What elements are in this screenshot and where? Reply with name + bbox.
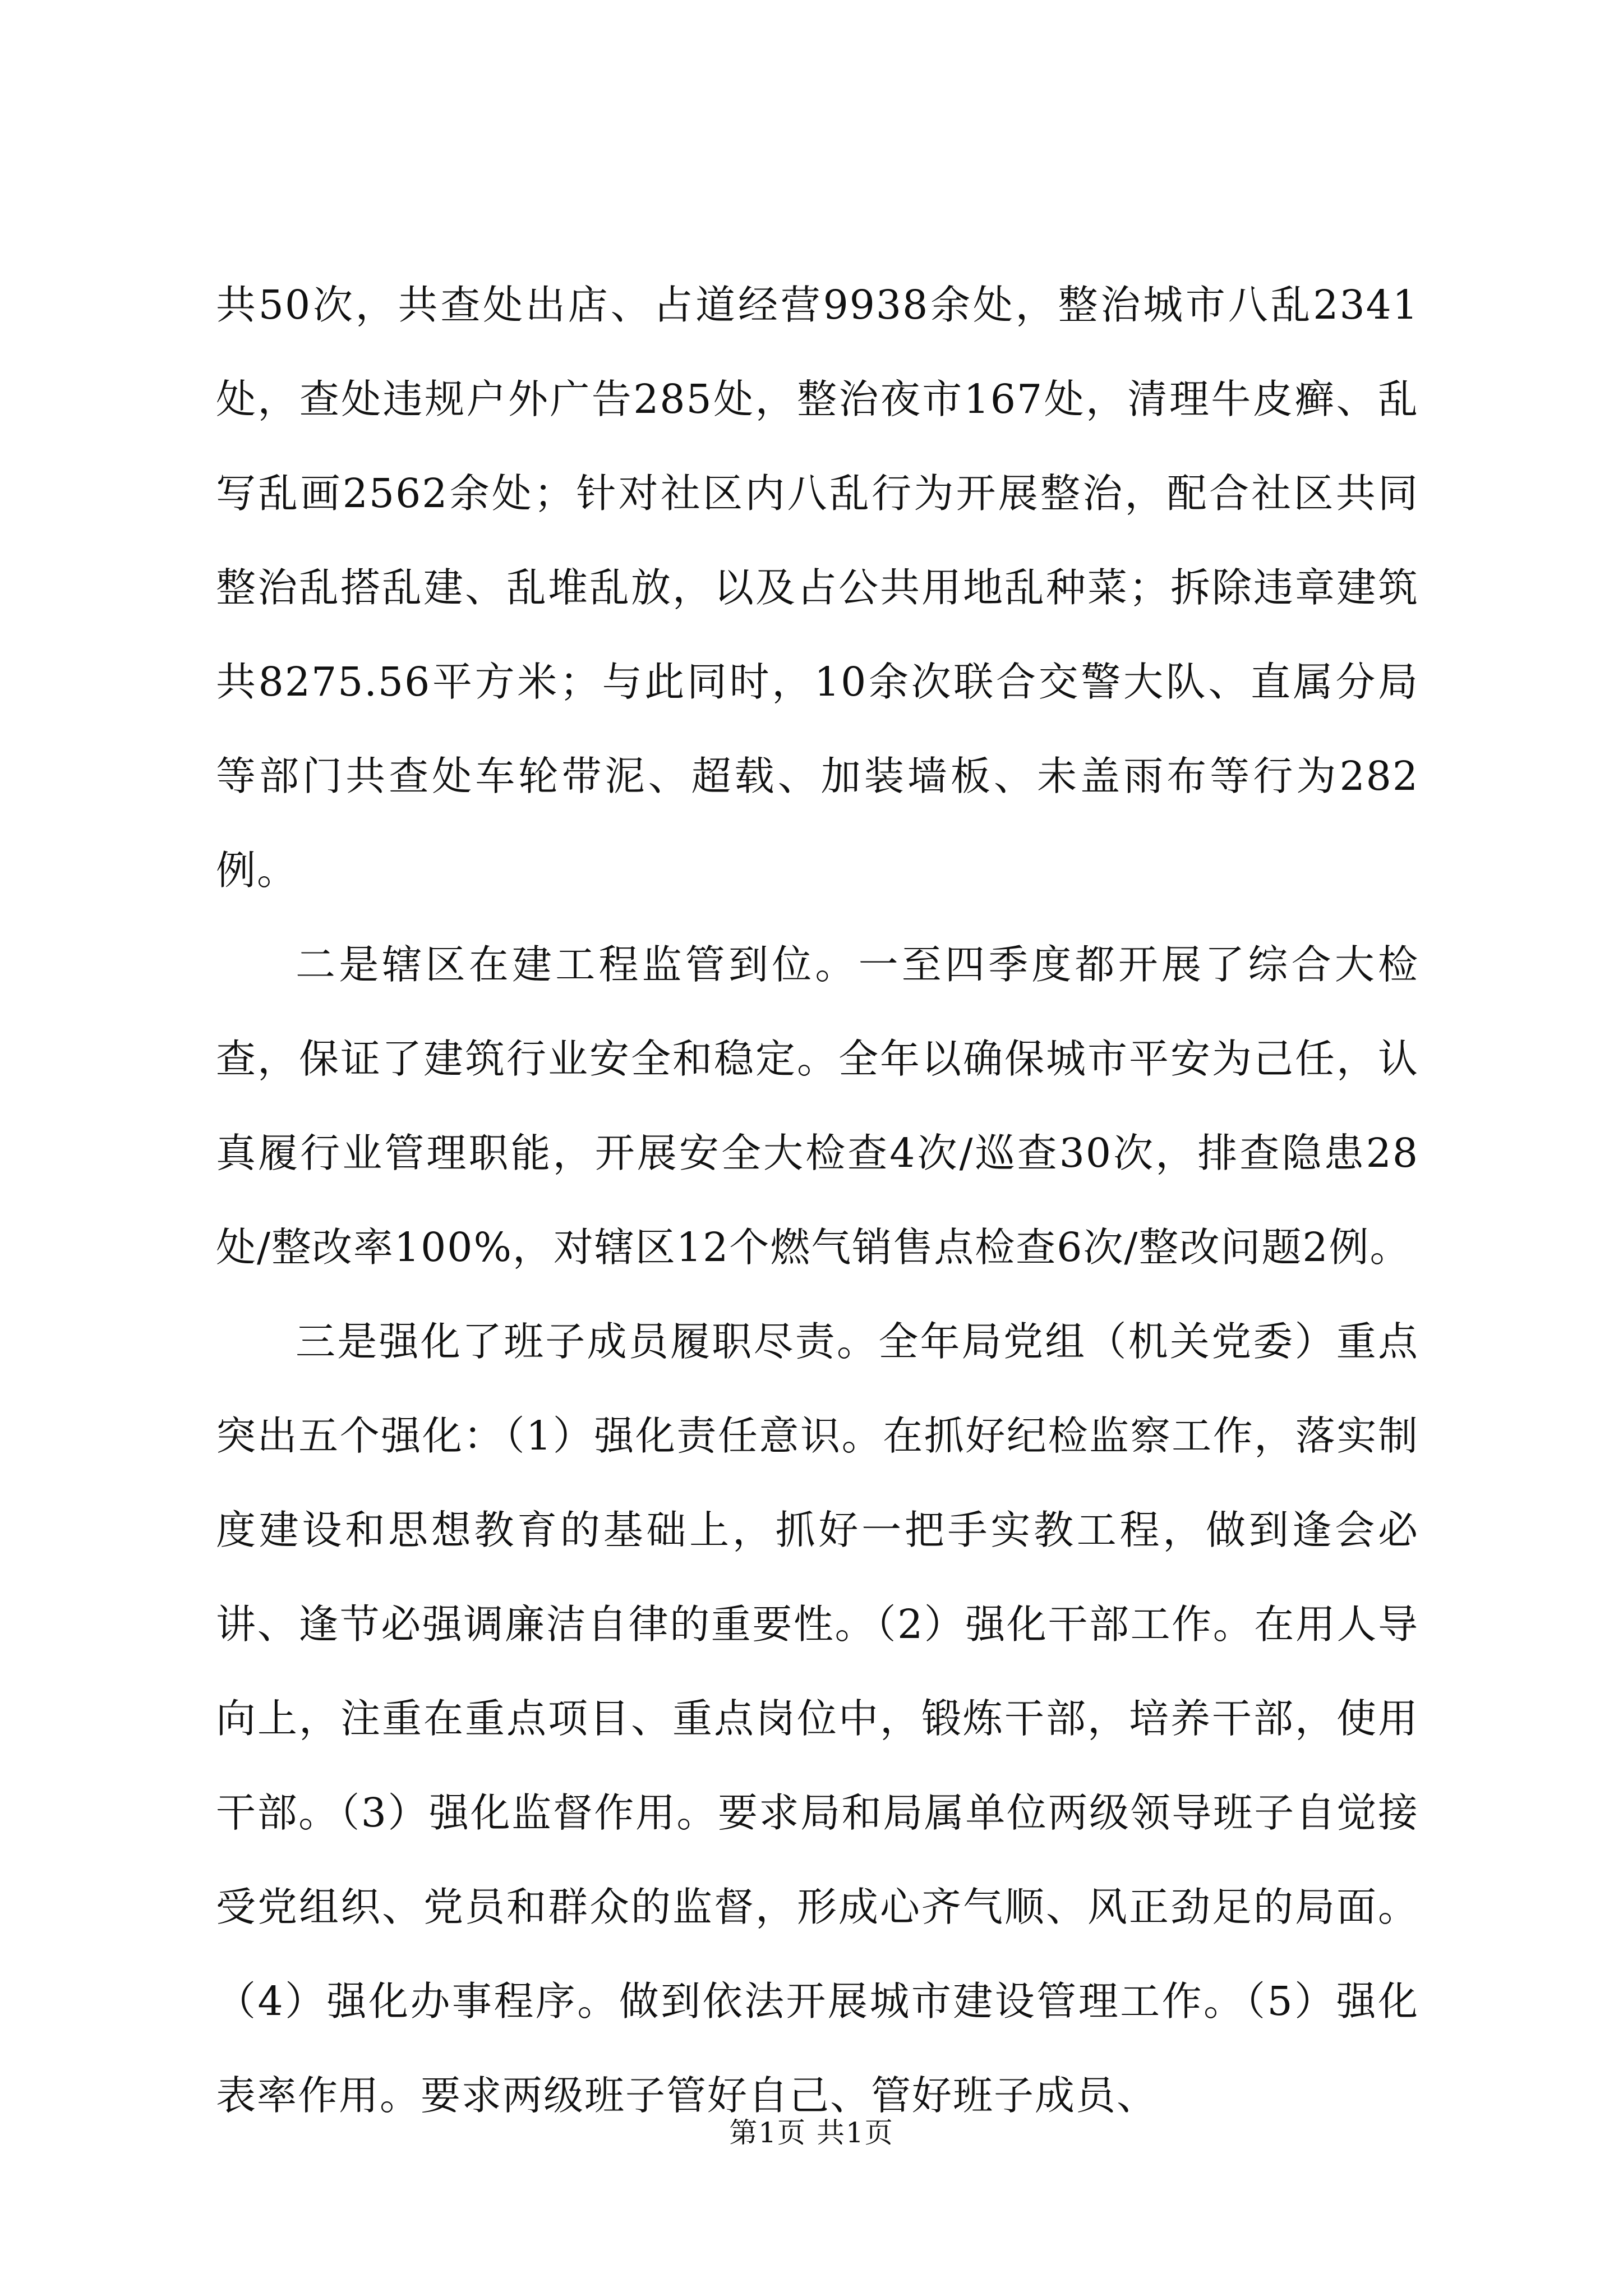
document-body [216, 258, 1419, 2143]
page-number-footer: 第1页 共1页 [729, 2116, 894, 2149]
paragraph-construction-supervision: 二是辖区在建工程监管到位。一至四季度都开展了综合大检查，保证了建筑行业安全和稳定。全年以确保城市平安为己任，认真履行业管理职能，开展安全大检查4次/巡查30次，排查隐患28处/整改率100%，对辖区12个燃气销售点检查6次/整改问题2例。 [216, 941, 1419, 1271]
paragraph-leadership-duties: 三是强化了班子成员履职尽责。全年局党组（机关党委）重点突出五个强化：（1）强化责任意识。在抓好纪检监察工作，落实制度建设和思想教育的基础上，抓好一把手实教工程，做到逢会必讲、逢节必强调廉洁自律的重要性。（2）强化干部工作。在用人导向上，注重在重点项目、重点岗位中，锻炼干部，培养干部，使用干部。（3）强化监督作用。要求局和局属单位两级领导班子自觉接受党组织、党员和群众的监督，形成心齐气顺、风正劲足的局面。（4）强化办事程序。做到依法开展城市建设管理工作。（5）强化表率作用。要求两级班子管好自己、管好班子成员、 [216, 1318, 1419, 2119]
paragraph-continuation: 共50次，共查处出店、占道经营9938余处，整治城市八乱2341处，查处违规户外广告285处，整治夜市167处，清理牛皮癣、乱写乱画2562余处；针对社区内八乱行为开展整治，配合社区共同整治乱搭乱建、乱堆乱放，以及占公共用地乱种菜；拆除违章建筑共8275.56平方米；与此同时，10余次联合交警大队、直属分局等部门共查处车轮带泥、超载、加装墙板、未盖雨布等行为282例。 [216, 282, 1419, 894]
